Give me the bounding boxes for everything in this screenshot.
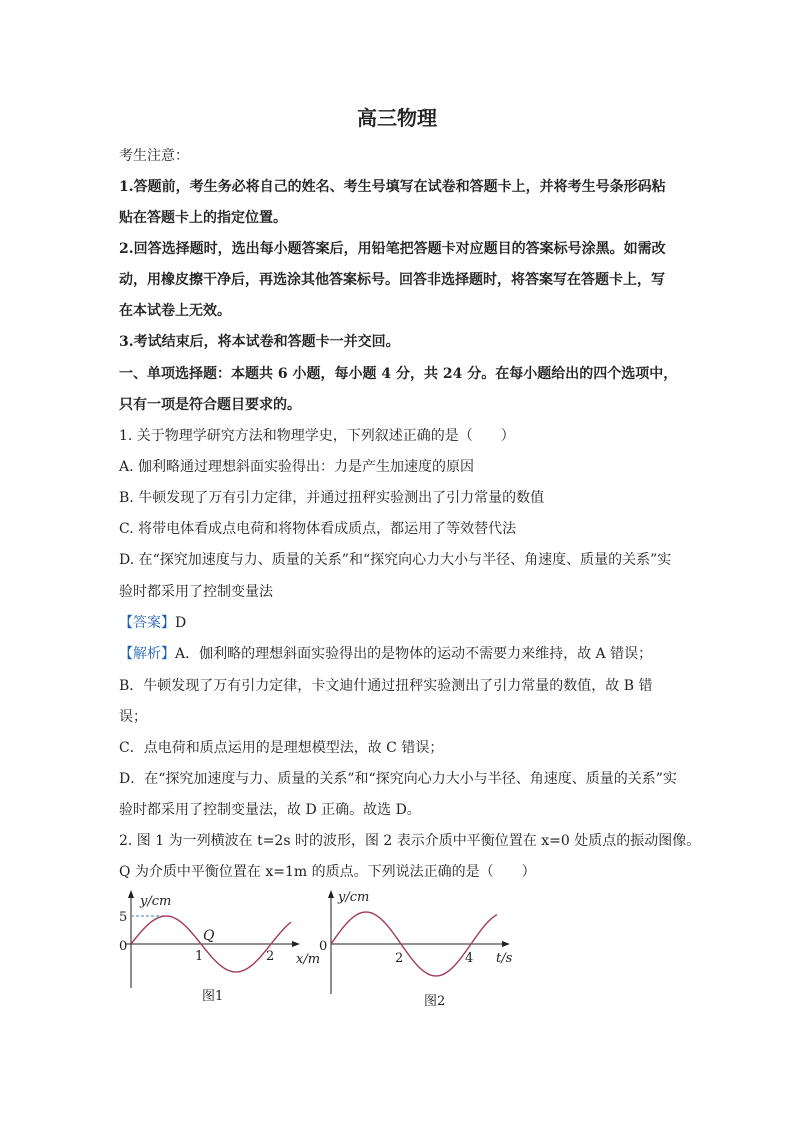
figure-2-vibration [319,890,512,1009]
q1-stem: 1. 关于物理学研究方法和物理学史，下列叙述正确的是（ ） [119,428,515,444]
q1-analysis-a [119,643,652,663]
q1-answer [119,612,186,632]
analysis-tag: 【解析】 [119,646,175,662]
q1-option-d-line-2: 验时都采用了控制变量法 [119,584,273,600]
fig2-tick-2: 2 [395,951,404,966]
fig2-tick-4: 4 [465,951,474,966]
q1-analysis-d-line-1: D．在“探究加速度与力、质量的关系”和“探究向心力大小与半径、角速度、质量的关系”实 [119,771,677,787]
q1-option-d-line-1: D. 在“探究加速度与力、质量的关系”和“探究向心力大小与半径、角速度、质量的关系”实 [119,552,672,568]
q2-stem-line-1: 2. 图 1 为一列横波在 t=2s 时的波形，图 2 表示介质中平衡位置在 x=0 处质点的振动图像。 [119,833,701,849]
q1-analysis-b-line-2: 误； [119,709,147,725]
q2-stem-line-2: Q 为介质中平衡位置在 x=1m 的质点。下列说法正确的是（ ） [119,864,536,880]
notice-item-1-line-2: 贴在答题卡上的指定位置。 [119,210,287,226]
fig1-y-label: y/cm [140,894,172,909]
section-heading-line-1: 一、单项选择题：本题共 6 小题，每小题 4 分，共 24 分。在每小题给出的四个选项中， [119,366,678,382]
q1-option-b: B. 牛顿发现了万有引力定律，并通过扭秤实验测出了引力常量的数值 [119,490,545,506]
fig2-t-label: t/s [496,951,512,966]
page-title: 高三物理 [357,106,437,130]
fig1-point-q: Q [203,928,215,944]
fig1-tick-2: 2 [266,949,275,964]
fig1-origin: 0 [119,939,128,954]
fig2-caption: 图2 [424,994,446,1009]
notice-item-2-line-1: 2.回答选择题时，选出每小题答案后，用铅笔把答题卡对应题目的答案标号涂黑。如需改 [119,241,666,257]
figure-1-wave [119,890,320,1004]
q2-figures [112,880,512,1020]
fig2-origin: 0 [319,939,328,954]
q1-analysis-c: C．点电荷和质点运用的是理想模型法，故 C 错误； [119,740,444,756]
fig1-x-arrow [292,941,300,947]
answer-value: D [175,615,187,631]
analysis-a-text: A．伽利略的理想斜面实验得出的是物体的运动不需要力来维持，故 A 错误； [175,646,653,662]
fig1-y-arrow [128,890,134,898]
section-heading-line-2: 只有一项是符合题目要求的。 [119,397,301,413]
fig2-y-arrow [328,890,334,898]
notice-item-3: 3.考试结束后，将本试卷和答题卡一并交回。 [119,334,400,350]
q1-analysis-b-line-1: B．牛顿发现了万有引力定律，卡文迪什通过扭秤实验测出了引力常量的数值，故 B 错 [119,678,653,694]
fig1-tick-1: 1 [195,949,204,964]
notice-item-2-line-3: 在本试卷上无效。 [119,303,231,319]
fig2-y-label: y/cm [338,890,370,905]
answer-tag: 【答案】 [119,615,175,631]
notice-item-1-line-1: 1.答题前，考生务必将自己的姓名、考生号填写在试卷和答题卡上，并将考生号条形码粘 [119,179,666,195]
notice-item-2-line-2: 动，用橡皮擦干净后，再选涂其他答案标号。回答非选择题时，将答案写在答题卡上，写 [119,272,665,288]
q1-option-c: C. 将带电体看成点电荷和将物体看成质点，都运用了等效替代法 [119,521,517,537]
q1-analysis-d-line-2: 验时都采用了控制变量法，故 D 正确。故选 D。 [119,802,421,818]
fig1-x-label: x/m [296,952,321,967]
q1-option-a: A. 伽利略通过理想斜面实验得出：力是产生加速度的原因 [119,459,475,475]
fig1-tick-5: 5 [119,910,128,925]
fig2-t-arrow [502,941,510,947]
fig1-caption: 图1 [202,989,224,1004]
notice-heading: 考生注意： [119,148,189,164]
